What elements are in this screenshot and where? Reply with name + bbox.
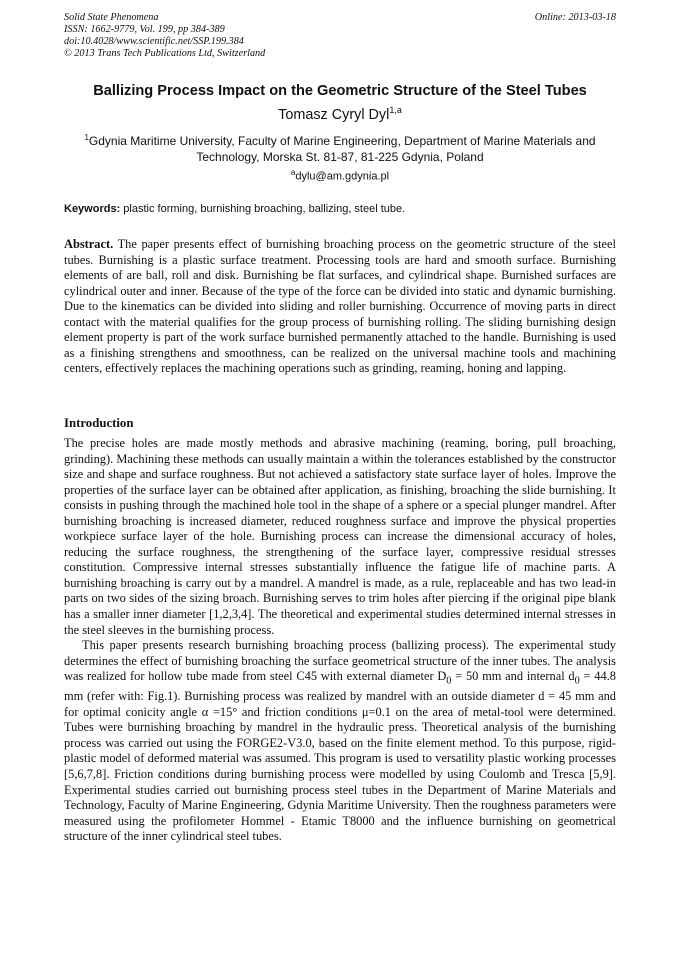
online-date: Online: 2013-03-18 — [534, 12, 616, 23]
affiliation — [64, 130, 616, 165]
introduction-heading: Introduction — [64, 416, 134, 430]
paragraph-2-part-a: This paper presents research burnishing broaching process (ballizing process). The experimental study determines the effect of burnishing broaching the surface geometrical structure of the inner tubes. The analysis was realized for hollow tube made from steel C45 with external diameter D — [64, 638, 616, 684]
paper-title: Ballizing Process Impact on the Geometric Structure of the Steel Tubes — [93, 83, 587, 99]
email-superscript: a — [290, 168, 296, 177]
email-text: dylu@am.gdynia.pl — [295, 170, 390, 183]
introduction-paragraph-2 — [64, 638, 616, 845]
journal-header — [64, 12, 616, 60]
keywords-label: Keywords: — [64, 203, 121, 215]
author-name: Tomasz Cyryl Dyl — [278, 106, 390, 123]
subscript-d0-outer: 0 — [446, 675, 452, 687]
paragraph-2-part-b: = 50 mm and internal d — [451, 669, 575, 684]
author-line — [64, 101, 616, 124]
abstract — [64, 237, 616, 377]
subscript-d0-inner: 0 — [574, 675, 580, 687]
keywords — [64, 202, 616, 216]
author-email — [64, 166, 616, 184]
paragraph-2-part-c: = 44.8 mm (refer with: Fig.1). Burnishing process was realized by mandrel with an outside diameter d = 45 mm and for optimal conicity angle α =15° and friction conditions μ=0.1 on the area of metal-tool were determined. Tubes were burnishing broaching by mandrel in the hydraulic press. Theoretical analysis of the burnishing process was carried out using the FORGE2-V3.0, based on the finite element method. To this purpose, rigid-plastic model of deformed material was assumed. This program is used to versatility plastic working processes [5,6,7,8]. Friction conditions during burnishing process were modelled by using Coulomb and Tresca [5,9]. Experimental studies carried out burnishing process steel tubes in the Department of Marine Materials and Technology, Faculty of Marine Engineering, Gdynia Maritime University. Then the roughness parameters were measured using the profilometer Hommel - Etamic T8000 and the influence burnishing on geometrical structure of the inner cylindrical steel tubes. — [64, 669, 616, 844]
journal-copyright: © 2013 Trans Tech Publications Ltd, Switzerland — [64, 48, 266, 59]
abstract-text: The paper presents effect of burnishing broaching process on the geometric structure of the steel tubes. Burnishing is a plastic surface treatment. Processing tools are hard and smooth surface. Burnishing elements of are ball, roll and disk. Burnishing be flat surfaces, and cylindrical shape. Burnished surfaces are cylindrical outer and inner. Because of the type of the force can be divided into static and dynamic burnishing. Due to the kinematics can be divided into sliding and roller burnishing. Occurrence of moving parts in direct contact with the material qualifies for the group process of burnishing rolling. The sliding burnishing design element property is part of the work surface burnished permanently attached to the handle. Burnishing is used as a finishing strengthens and smoothness, can be realized on the universal machine tools and machining centers, effectively replaces the machining operations such as grinding, reaming, honing and lapping. — [64, 237, 616, 376]
introduction-body — [64, 436, 616, 845]
journal-issn: ISSN: 1662-9779, Vol. 199, pp 384-389 — [64, 24, 225, 35]
keywords-text: plastic forming, burnishing broaching, ballizing, steel tube. — [120, 203, 406, 215]
affiliation-superscript: 1 — [84, 133, 89, 142]
introduction-paragraph-1: The precise holes are made mostly methods and abrasive machining (reaming, boring, pull broaching, grinding). Machining these methods can usually maintain a within the tolerances established by the constructor size and shape and surface roughness. But not achieved a satisfactory state surface layer of holes. Improve the properties of the surface layer can be obtained after application, as finishing, broaching the slide burnishing. It consists in pushing through the machined hole tool in the shape of a sphere or a special plunger mandrel. After burnishing broaching is increased diameter, reduced roughness surface and improve the physical properties workpiece surface layer of the hole. Burnishing process can increase the dimensional accuracy of holes, reducing the surface roughness, the strengthening of the surface layer, compressive residual stresses constitution. Compressive internal stresses substantially influence the fatigue life of machine parts. A burnishing broaching is carry out by a mandrel. A mandrel is made, as a rule, replaceable and has two lead-in parts on two sides of the sizing broach. Burnishing serves to trim holes after piercing if the original pipe blank has a smaller inner diameter [1,2,3,4]. The theoretical and experimental studies determined internal stresses in the steel sleeves in the burnishing process. — [64, 436, 616, 637]
journal-name: Solid State Phenomena — [64, 12, 159, 23]
author-superscript: 1,a — [389, 105, 402, 115]
affiliation-text: Gdynia Maritime University, Faculty of Marine Engineering, Department of Marine Materials and Technology, Morska St. 81-87, 81-225 Gdynia, Poland — [88, 134, 596, 164]
abstract-label: Abstract. — [64, 237, 114, 251]
journal-doi: doi:10.4028/www.scientific.net/SSP.199.384 — [64, 36, 244, 47]
